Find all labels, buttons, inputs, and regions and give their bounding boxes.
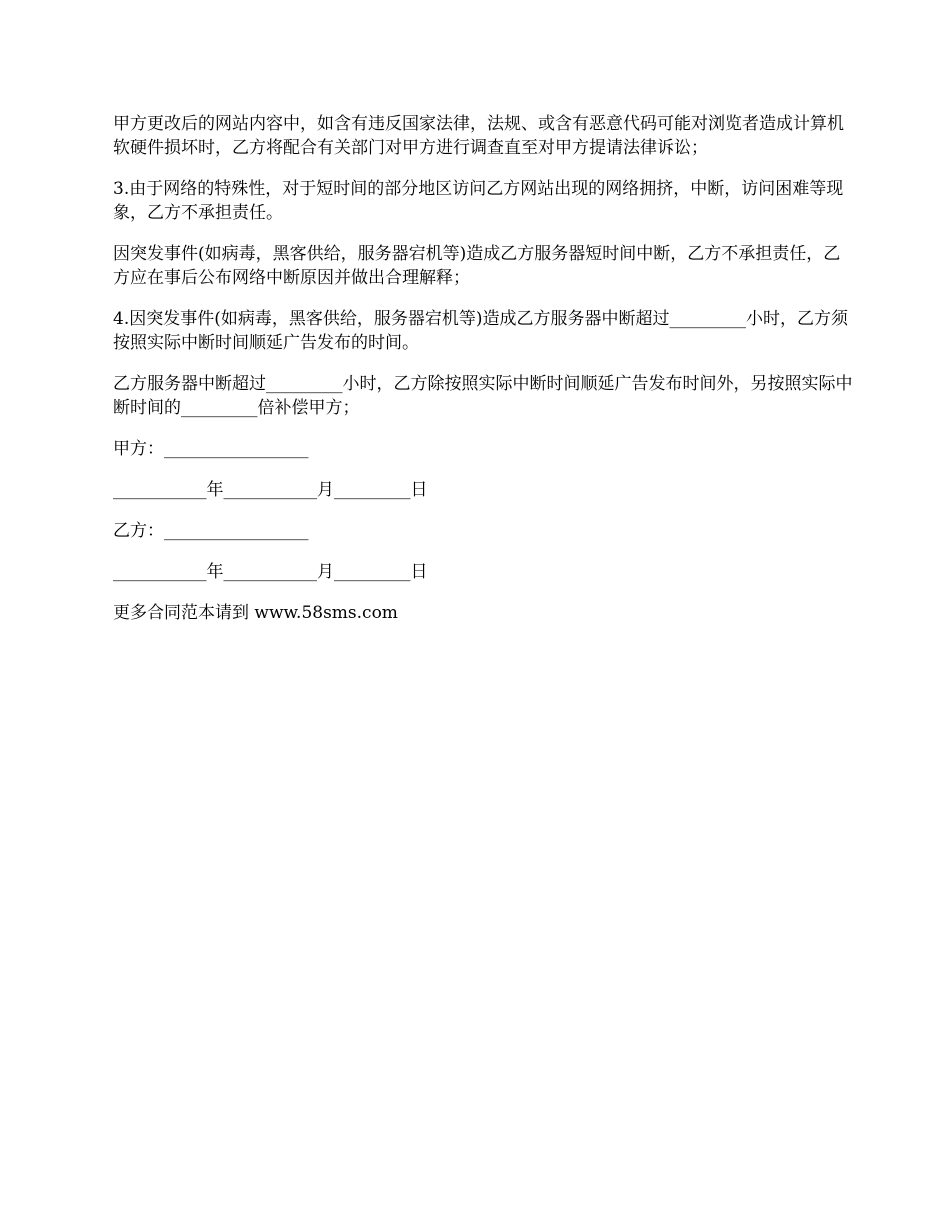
party-a-signature-line: 甲方：_________________ — [113, 439, 309, 459]
party-b-signature-line: 乙方：_________________ — [113, 521, 309, 541]
party-a-date-line: ___________年___________月_________日 — [113, 480, 428, 500]
paragraph-clause-4: 4.因突发事件(如病毒，黑客供给，服务器宕机等)造成乙方服务器中断超过_________小时，乙方须按照实际中断时间顺延广告发布的时间。 — [113, 309, 848, 353]
paragraph-sudden-event: 因突发事件(如病毒，黑客供给，服务器宕机等)造成乙方服务器短时间中断，乙方不承担责任，乙方应在事后公布网络中断原因并做出合理解释； — [113, 244, 841, 288]
paragraph-content-violation: 甲方更改后的网站内容中，如含有违反国家法律，法规、或含有恶意代码可能对浏览者造成计算机软硬件损坏时，乙方将配合有关部门对甲方进行调查直至对甲方提请法律诉讼； — [113, 114, 844, 158]
paragraph-compensation: 乙方服务器中断超过_________小时，乙方除按照实际中断时间顺延广告发布时间外，另按照实际中断时间的_________倍补偿甲方； — [113, 374, 853, 418]
party-b-date-line: ___________年___________月_________日 — [113, 562, 428, 582]
paragraph-clause-3: 3.由于网络的特殊性，对于短时间的部分地区访问乙方网站出现的网络拥挤，中断，访问困难等现象，乙方不承担责任。 — [113, 179, 844, 223]
footer-note: 更多合同范本请到 www.58sms.com — [113, 603, 398, 623]
document-page — [113, 112, 853, 625]
